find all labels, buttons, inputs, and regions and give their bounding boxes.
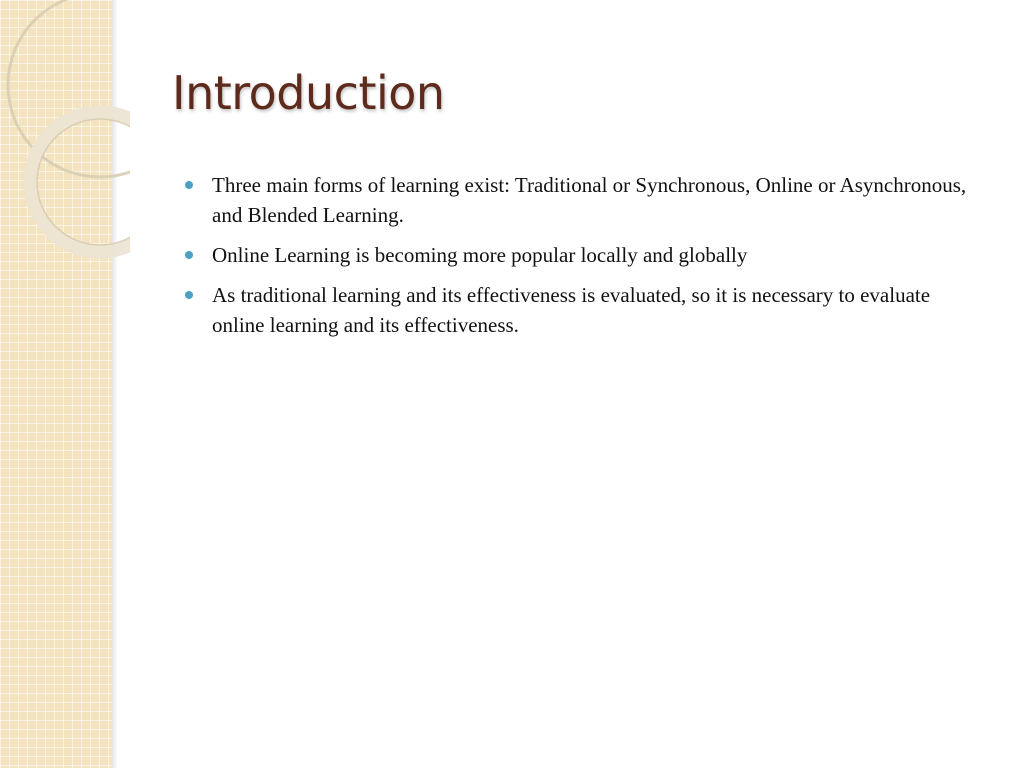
bullet-item <box>212 280 982 340</box>
decorative-rings <box>0 0 130 260</box>
bullet-list <box>212 170 982 350</box>
bullet-dot-icon <box>185 291 193 299</box>
bullet-text: As traditional learning and its effectiveness is evaluated, so it is necessary to evaluate online learning and its effectiveness. <box>212 283 931 337</box>
bullet-item <box>212 170 982 230</box>
slide-title: Introduction <box>172 66 445 120</box>
bullet-dot-icon <box>185 251 193 259</box>
bullet-text: Online Learning is becoming more popular locally and globally <box>212 243 748 267</box>
upper-ring <box>8 0 130 177</box>
bullet-text: Three main forms of learning exist: Traditional or Synchronous, Online or Asynchronous, and Blended Learning. <box>212 173 967 227</box>
bullet-item <box>212 240 982 270</box>
bullet-dot-icon <box>185 181 193 189</box>
lower-ring <box>30 112 130 252</box>
